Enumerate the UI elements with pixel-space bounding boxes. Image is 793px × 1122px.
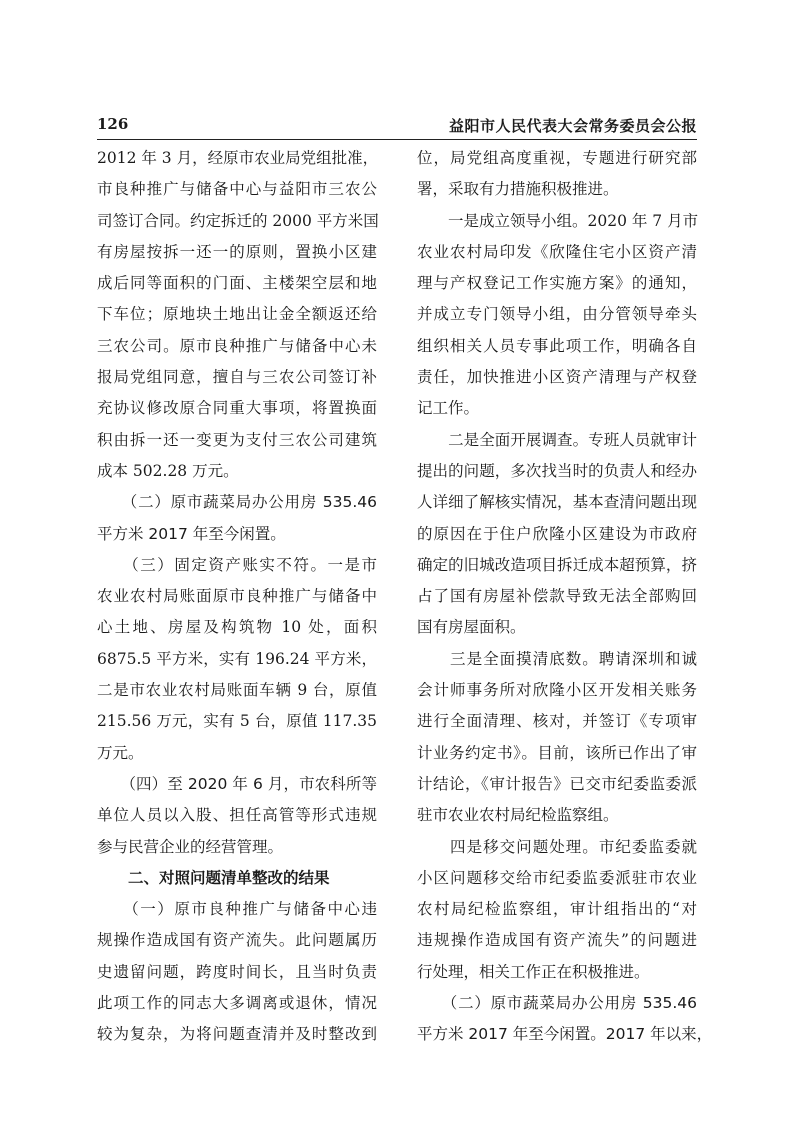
text-line: 二、对照问题清单整改的结果 [97,868,330,887]
text-line: 规操作造成国有资产流失。此问题属历 [97,931,377,950]
text-line: 计业务约定书》。目前，该所已作出了审 [417,743,697,762]
page-header [97,113,697,140]
text-line: 三是全面摸清底数。聘请深圳和诚 [417,649,697,668]
text-line: 位，局党组高度重视，专题进行研究部 [417,149,697,167]
text-line: 确定的旧城改造项目拆迁成本超预算，挤 [417,555,697,574]
text-line: 责任，加快推进小区资产清理与产权登 [417,368,697,387]
text-line: 人详细了解核实情况，基本查清问题出现 [417,493,697,512]
text-line: 万元。 [97,743,144,762]
text-line: 行处理，相关工作正在积极推进。 [417,962,650,981]
text-line: 心土地、房屋及构筑物 10 处，面积 [97,618,377,637]
text-line: 国有房屋面积。 [417,618,526,637]
left-text-column [97,143,377,1051]
text-line: 积由拆一还一变更为支付三农公司建筑 [97,430,377,449]
text-line: 司签订合同。约定拆迁的 2000 平方米国 [97,211,379,230]
journal-title: 益阳市人民代表大会常务委员会公报 [448,117,697,135]
text-line: 平方米 2017 年至今闲置。 [97,524,286,543]
right-text-column [417,143,713,1051]
text-line: 二是全面开展调查。专班人员就审计 [417,430,697,449]
text-line: 二是市农业农村局账面车辆 9 台，原值 [97,681,377,700]
text-line: 会计师事务所对欣隆小区开发相关账务 [417,681,697,700]
text-line: 成后同等面积的门面、主楼架空层和地 [97,274,377,293]
text-line: 此项工作的同志大多调离或退休，情况 [97,994,377,1013]
text-line: 215.56 万元，实有 5 台，原值 117.35 [97,712,377,731]
text-line: 农村局纪检监察组，审计组指出的“对 [417,900,697,919]
text-line: 较为复杂，为将问题查清并及时整改到 [97,1025,377,1044]
text-line: （二）原市蔬菜局办公用房 535.46 [97,493,377,512]
text-line: 市良种推广与储备中心与益阳市三农公 [97,180,377,199]
text-line: 计结论，《审计报告》已交市纪委监委派 [417,774,697,793]
text-line: 四是移交问题处理。市纪委监委就 [417,837,697,856]
text-line: 组织相关人员专事此项工作，明确各自 [417,336,697,355]
text-line: 并成立专门领导小组，由分管领导牵头 [417,305,697,324]
text-line: 提出的问题，多次找当时的负责人和经办 [417,461,697,480]
text-line: 理与产权登记工作实施方案》的通知， [417,274,697,293]
page-number: 126 [97,115,129,133]
text-line: 三农公司。原市良种推广与储备中心未 [97,336,377,355]
text-line: 农业农村局印发《欣隆住宅小区资产清 [417,242,697,261]
text-line: 的原因在于住户欣隆小区建设为市政府 [417,524,697,543]
text-line: （一）原市良种推广与储备中心违 [97,900,377,919]
text-line: 农业农村局账面原市良种推广与储备中 [97,587,377,606]
text-line: 6875.5 平方米，实有 196.24 平方米， [97,649,377,668]
text-line: 充协议修改原合同重大事项，将置换面 [97,399,377,418]
text-line: 2012 年 3 月，经原市农业局党组批准， [97,149,379,167]
text-line: （二）原市蔬菜局办公用房 535.46 [417,994,697,1013]
text-line: 史遗留问题，跨度时间长，且当时负责 [97,962,377,981]
text-line: 参与民营企业的经营管理。 [97,837,284,856]
text-line: 进行全面清理、核对，并签订《专项审 [417,712,697,731]
text-line: （三）固定资产账实不符。一是市 [97,555,377,574]
text-line: 小区问题移交给市纪委监委派驻市农业 [417,868,697,887]
text-line: 平方米 2017 年至今闲置。2017 年以来， [417,1025,713,1044]
text-line: 报局党组同意，擅自与三农公司签订补 [97,368,377,387]
text-line: 占了国有房屋补偿款导致无法全部购回 [417,587,697,606]
text-line: 有房屋按拆一还一的原则，置换小区建 [97,242,377,261]
text-line: 署，采取有力措施积极推进。 [417,180,619,199]
text-line: （四）至 2020 年 6 月，市农科所等 [97,774,377,793]
text-line: 驻市农业农村局纪检监察组。 [417,806,619,825]
text-line: 记工作。 [417,399,480,418]
text-line: 下车位；原地块土地出让金全额返还给 [97,305,377,324]
text-line: 一是成立领导小组。2020 年 7 月市 [417,211,699,230]
text-line: 违规操作造成国有资产流失”的问题进 [417,931,697,950]
text-line: 成本 502.28 万元。 [97,461,239,480]
text-line: 单位人员以入股、担任高管等形式违规 [97,806,377,825]
